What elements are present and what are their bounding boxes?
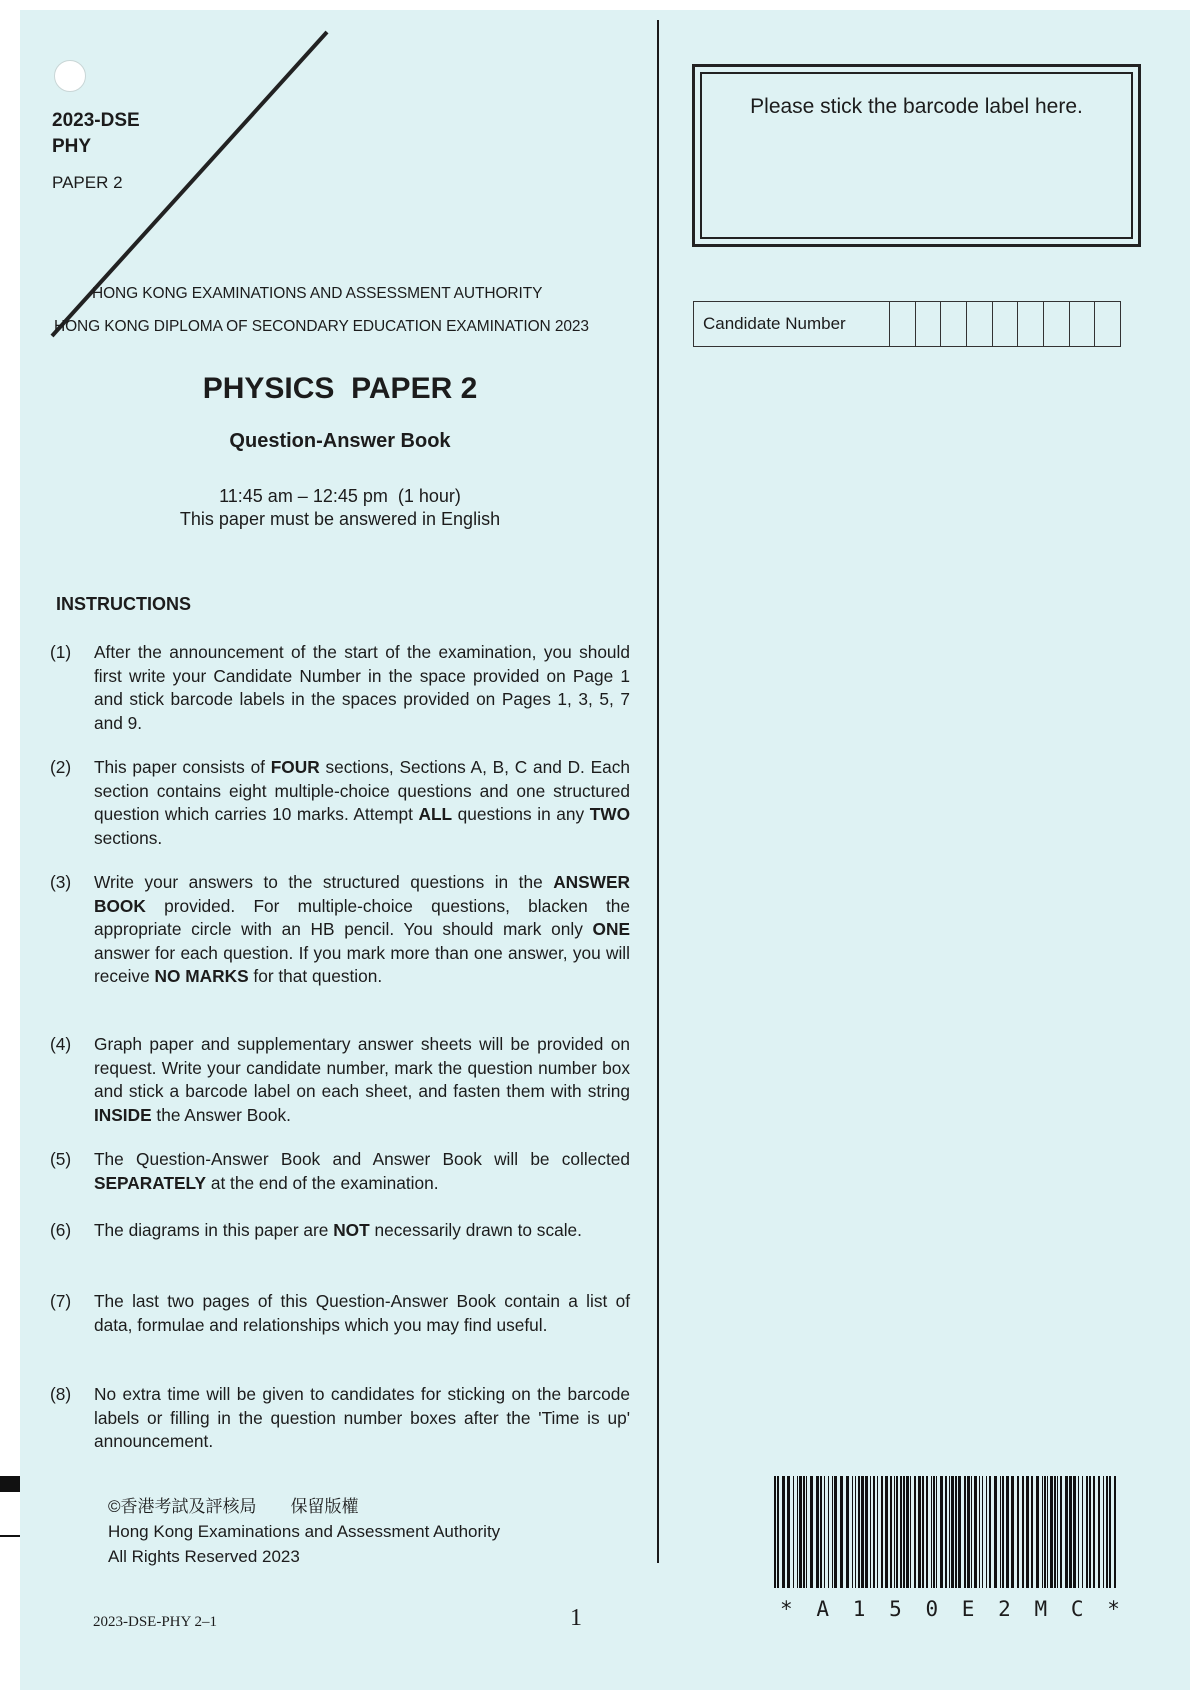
instruction-item bbox=[50, 871, 630, 989]
subject-code: PHY bbox=[52, 136, 92, 157]
candidate-number-label: Candidate Number bbox=[694, 302, 890, 346]
language-note: This paper must be answered in English bbox=[179, 509, 501, 529]
instruction-item bbox=[50, 1383, 630, 1454]
barcode-char: E bbox=[961, 1597, 975, 1621]
copyright-rights: All Rights Reserved 2023 bbox=[108, 1547, 300, 1566]
exam-time-block bbox=[0, 485, 680, 531]
instruction-item bbox=[50, 1290, 630, 1337]
instruction-number: (2) bbox=[50, 757, 72, 777]
instruction-text: The Question-Answer Book and Answer Book will be collected SEPARATELY at the end of the examination. bbox=[94, 1149, 630, 1193]
barcode-label-area bbox=[692, 64, 1141, 247]
instruction-item bbox=[50, 1219, 630, 1243]
barcode-label-prompt: Please stick the barcode label here. bbox=[750, 95, 1083, 118]
instruction-item bbox=[50, 641, 630, 735]
page-number: 1 bbox=[570, 1605, 582, 1631]
barcode-char: 1 bbox=[852, 1597, 866, 1621]
candidate-digit-box[interactable] bbox=[993, 302, 1019, 346]
candidate-number-field[interactable] bbox=[693, 301, 1121, 347]
instruction-text: No extra time will be given to candidates for sticking on the barcode labels or filling in the question number boxes after the 'Time is up' announcement. bbox=[94, 1384, 630, 1451]
instruction-item bbox=[50, 1033, 630, 1127]
instruction-item bbox=[50, 756, 630, 850]
instruction-text: This paper consists of FOUR sections, Sections A, B, C and D. Each section contains eight multiple-choice questions and one structured question which carries 10 marks. Attempt ALL questions in any TWO sections. bbox=[94, 757, 631, 848]
barcode-char: A bbox=[816, 1597, 830, 1621]
barcode-char: 0 bbox=[925, 1597, 939, 1621]
candidate-digit-box[interactable] bbox=[967, 302, 993, 346]
instruction-number: (5) bbox=[50, 1149, 72, 1169]
instruction-item bbox=[50, 1148, 630, 1195]
instruction-number: (4) bbox=[50, 1034, 72, 1054]
exam-time: 11:45 am – 12:45 pm (1 hour) bbox=[219, 486, 461, 506]
copyright-block bbox=[108, 1494, 500, 1569]
barcode-char: C bbox=[1070, 1597, 1084, 1621]
instruction-number: (6) bbox=[50, 1220, 72, 1240]
paper-title: PHYSICS PAPER 2 bbox=[202, 372, 478, 405]
candidate-digit-box[interactable] bbox=[916, 302, 942, 346]
instructions-heading: INSTRUCTIONS bbox=[56, 594, 191, 614]
barcode-char: M bbox=[1034, 1597, 1048, 1621]
margin-mark bbox=[0, 1535, 20, 1537]
instruction-number: (8) bbox=[50, 1384, 72, 1404]
instruction-text: Graph paper and supplementary answer sheets will be provided on request. Write your candidate number, mark the question number box and stick a barcode label on each sheet, and fasten them with string INSIDE the Answer Book. bbox=[94, 1034, 630, 1125]
candidate-digit-box[interactable] bbox=[1044, 302, 1070, 346]
instruction-text: The diagrams in this paper are NOT necessarily drawn to scale. bbox=[94, 1220, 582, 1240]
vertical-divider bbox=[657, 20, 659, 1563]
instruction-number: (7) bbox=[50, 1291, 72, 1311]
copyright-chinese: ©香港考試及評核局 保留版權 bbox=[108, 1497, 359, 1516]
barcode-char: 5 bbox=[889, 1597, 902, 1621]
candidate-digit-box[interactable] bbox=[1018, 302, 1044, 346]
authority-name: HONG KONG EXAMINATIONS AND ASSESSMENT AUTHORITY bbox=[92, 285, 543, 302]
instruction-text: The last two pages of this Question-Answer Book contain a list of data, formulae and relationships which you may find useful. bbox=[94, 1291, 630, 1335]
footer-code: 2023-DSE-PHY 2–1 bbox=[93, 1614, 218, 1630]
exam-name: HONG KONG DIPLOMA OF SECONDARY EDUCATION EXAMINATION 2023 bbox=[54, 318, 589, 335]
barcode-text bbox=[780, 1597, 1120, 1621]
barcode-char: 2 bbox=[998, 1597, 1011, 1621]
candidate-digit-box[interactable] bbox=[890, 302, 916, 346]
candidate-digit-box[interactable] bbox=[1095, 302, 1120, 346]
exam-code: 2023-DSE bbox=[52, 110, 140, 131]
instruction-number: (1) bbox=[50, 642, 72, 662]
margin-mark bbox=[0, 1476, 20, 1492]
candidate-digit-box[interactable] bbox=[941, 302, 967, 346]
barcode-char: * bbox=[780, 1597, 793, 1621]
instruction-text: Write your answers to the structured questions in the ANSWER BOOK provided. For multiple-choice questions, blacken the appropriate circle with an HB pencil. You should mark only ONE answer for each question. If you mark more than one answer, you will receive NO MARKS for that question. bbox=[94, 872, 630, 986]
barcode-image bbox=[770, 1476, 1120, 1591]
punch-hole bbox=[54, 60, 86, 92]
instruction-text: After the announcement of the start of the examination, you should first write your Candidate Number in the space provided on Page 1 and stick barcode labels in the spaces provided on Pages 1, 3, 5, 7 and 9. bbox=[94, 642, 630, 733]
instruction-number: (3) bbox=[50, 872, 72, 892]
barcode-char: * bbox=[1107, 1597, 1120, 1621]
book-title: Question-Answer Book bbox=[229, 430, 451, 452]
paper-number: PAPER 2 bbox=[52, 173, 123, 192]
copyright-english: Hong Kong Examinations and Assessment Authority bbox=[108, 1522, 501, 1541]
candidate-digit-box[interactable] bbox=[1070, 302, 1096, 346]
